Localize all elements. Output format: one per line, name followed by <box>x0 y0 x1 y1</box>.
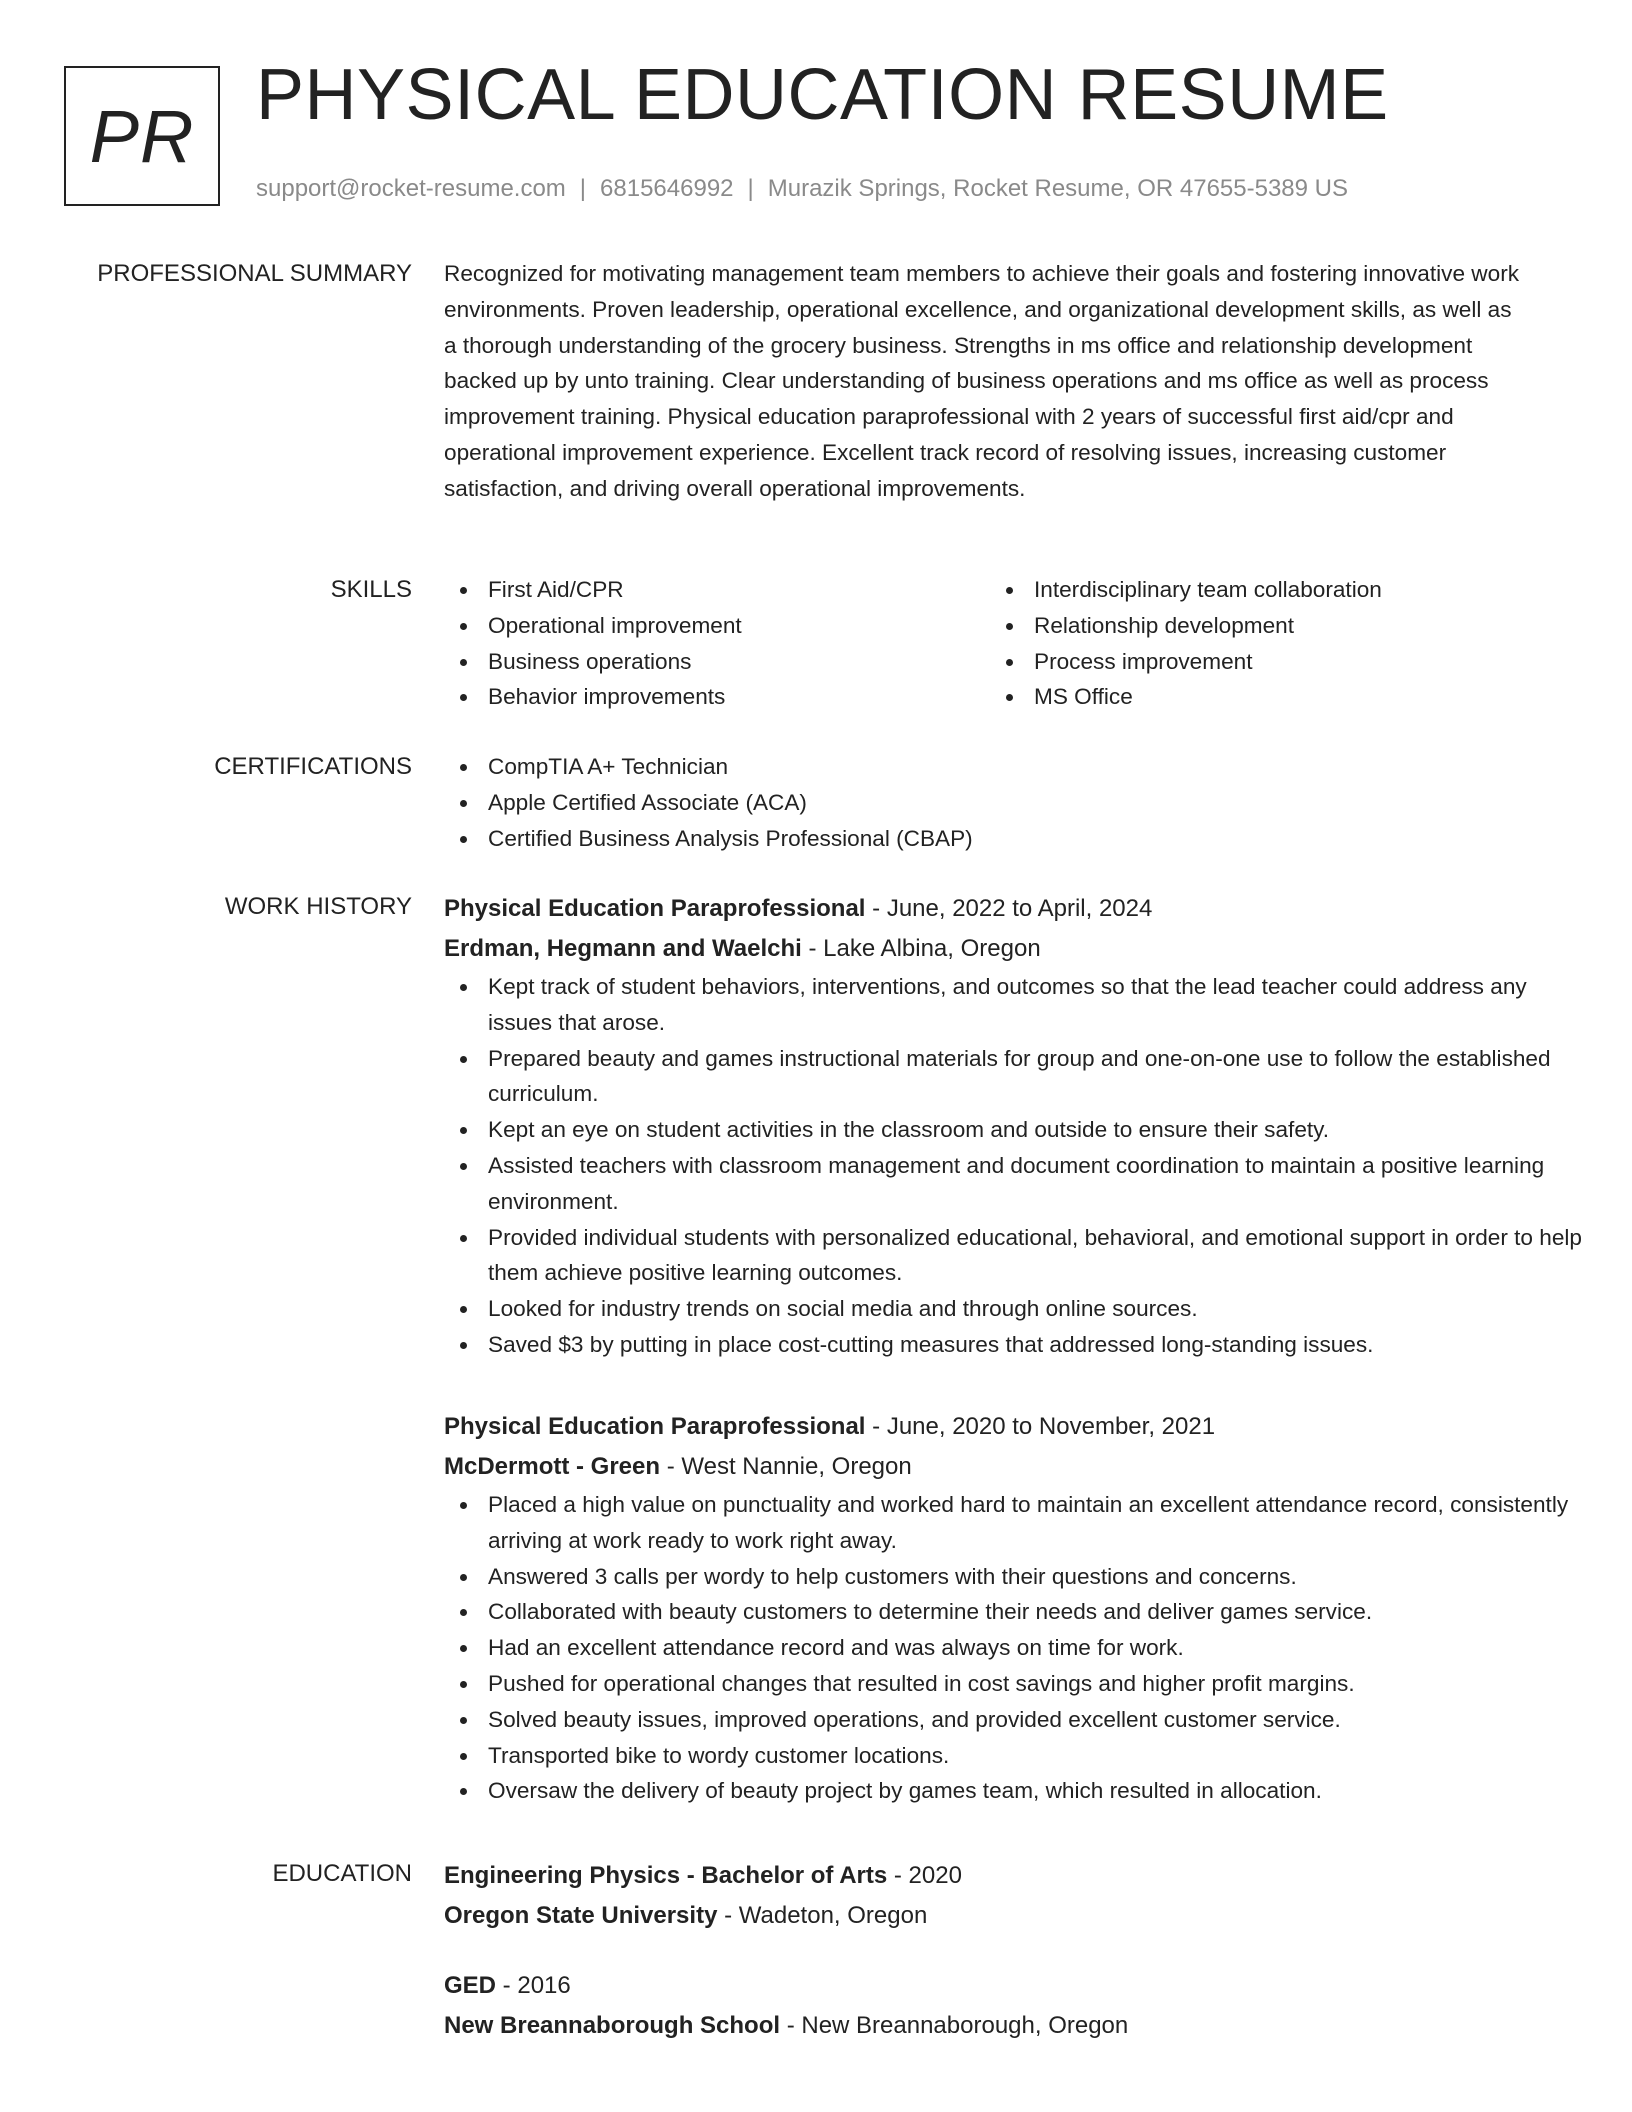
job-bullets <box>444 969 1582 1363</box>
job-bullet: Saved $3 by putting in place cost-cutting measures that addressed long-standing issues. <box>444 1327 1588 1363</box>
skill-item: MS Office <box>990 679 1536 715</box>
job-bullet: Solved beauty issues, improved operations, and provided excellent customer service. <box>444 1702 1588 1738</box>
skill-item: First Aid/CPR <box>444 572 990 608</box>
education-school: Oregon State University <box>444 1902 718 1929</box>
education-location: - Wadeton, Oregon <box>717 1902 928 1929</box>
certifications-label: CERTIFICATIONS <box>214 753 412 780</box>
job-location: - West Nannie, Oregon <box>660 1453 912 1480</box>
skill-item: Relationship development <box>990 608 1536 644</box>
skill-item: Operational improvement <box>444 608 990 644</box>
contact-phone: 6815646992 <box>600 175 734 202</box>
resume-title: PHYSICAL EDUCATION RESUME <box>256 55 1389 135</box>
job-dates: - June, 2022 to April, 2024 <box>865 895 1153 922</box>
monogram-initials: PR <box>89 94 195 178</box>
job-bullet: Placed a high value on punctuality and worked hard to maintain an excellent attendance record, consistently arriving at work ready to work right away. <box>444 1487 1588 1559</box>
job-bullet: Had an excellent attendance record and was always on time for work. <box>444 1630 1588 1666</box>
contact-email: support@rocket-resume.com <box>256 175 566 202</box>
job-bullets <box>444 1487 1569 1809</box>
skill-item: Process improvement <box>990 644 1536 680</box>
certification-item: Apple Certified Associate (ACA) <box>444 785 1544 821</box>
contact-line <box>256 175 1348 203</box>
certification-item: CompTIA A+ Technician <box>444 749 1544 785</box>
job-title: Physical Education Paraprofessional <box>444 895 866 922</box>
job-title: Physical Education Paraprofessional <box>444 1413 866 1440</box>
work-history-body <box>444 889 1582 1363</box>
education-location: - New Breannaborough, Oregon <box>780 2012 1129 2039</box>
education-entry <box>444 1966 1544 2046</box>
contact-address: Murazik Springs, Rocket Resume, OR 47655-5389 US <box>767 175 1349 202</box>
work-history-body-2 <box>444 1407 1569 1809</box>
job-employer-line <box>444 1447 1544 1487</box>
education-year: - 2020 <box>887 1862 962 1889</box>
certifications-body <box>444 749 1544 856</box>
education-school: New Breannaborough School <box>444 2012 781 2039</box>
education-degree: GED <box>444 1972 497 1999</box>
job-bullet: Transported bike to wordy customer locations. <box>444 1738 1588 1774</box>
contact-separator: | <box>579 175 587 202</box>
monogram-box <box>64 66 220 206</box>
job-bullet: Collaborated with beauty customers to determine their needs and deliver games service. <box>444 1594 1588 1630</box>
job-employer-line <box>444 929 1544 969</box>
job-bullet: Pushed for operational changes that resulted in cost savings and higher profit margins. <box>444 1666 1588 1702</box>
skills-list-left <box>444 572 990 715</box>
job-entry <box>444 889 1582 1363</box>
job-location: - Lake Albina, Oregon <box>801 935 1041 962</box>
job-employer: McDermott - Green <box>444 1453 661 1480</box>
skill-item: Business operations <box>444 644 990 680</box>
skills-body <box>444 572 1544 715</box>
job-bullet: Kept an eye on student activities in the classroom and outside to ensure their safety. <box>444 1112 1588 1148</box>
job-title-line <box>444 1407 1544 1447</box>
education-degree-line <box>444 1966 1544 2006</box>
summary-label: PROFESSIONAL SUMMARY <box>97 260 412 287</box>
skill-item: Behavior improvements <box>444 679 990 715</box>
summary-text: Recognized for motivating management team members to achieve their goals and fostering innovative work environments. Proven leadership, operational excellence, and organizational development skills, as well as a thorough understanding of the grocery business. Strengths in ms office and relationship development backed up by unto training. Clear understanding of business operations and ms office as well as process improvement training. Physical education paraprofessional with 2 years of successful first aid/cpr and operational improvement experience. Excellent track record of resolving issues, increasing customer satisfaction, and driving overall operational improvements. <box>444 261 1520 501</box>
summary-body <box>444 256 1544 507</box>
job-bullet: Kept track of student behaviors, interventions, and outcomes so that the lead teacher could address any issues that arose. <box>444 969 1588 1041</box>
job-bullet: Oversaw the delivery of beauty project by games team, which resulted in allocation. <box>444 1773 1588 1809</box>
work-history-label: WORK HISTORY <box>224 893 412 920</box>
education-entry <box>444 1856 1544 1936</box>
job-bullet: Answered 3 calls per wordy to help customers with their questions and concerns. <box>444 1559 1588 1595</box>
education-body <box>444 1856 1544 2046</box>
skills-list-right <box>990 572 1536 715</box>
job-bullet: Prepared beauty and games instructional materials for group and one-on-one use to follow the established curriculum. <box>444 1041 1588 1113</box>
job-bullet: Assisted teachers with classroom management and document coordination to maintain a positive learning environment. <box>444 1148 1588 1220</box>
contact-separator: | <box>747 175 754 202</box>
job-entry <box>444 1407 1569 1809</box>
education-school-line <box>444 2006 1544 2046</box>
skill-item: Interdisciplinary team collaboration <box>990 572 1536 608</box>
education-degree-line <box>444 1856 1544 1896</box>
job-title-line <box>444 889 1544 929</box>
education-label: EDUCATION <box>272 1860 412 1887</box>
education-degree: Engineering Physics - Bachelor of Arts <box>444 1862 888 1889</box>
job-bullet: Provided individual students with personalized educational, behavioral, and emotional support in order to help them achieve positive learning outcomes. <box>444 1220 1588 1292</box>
certification-item: Certified Business Analysis Professional (CBAP) <box>444 821 1544 857</box>
job-dates: - June, 2020 to November, 2021 <box>865 1413 1216 1440</box>
job-employer: Erdman, Hegmann and Waelchi <box>444 935 802 962</box>
job-bullet: Looked for industry trends on social media and through online sources. <box>444 1291 1588 1327</box>
skills-label: SKILLS <box>330 576 412 603</box>
education-school-line <box>444 1896 1544 1936</box>
certifications-list <box>444 749 1544 856</box>
education-year: - 2016 <box>496 1972 571 1999</box>
